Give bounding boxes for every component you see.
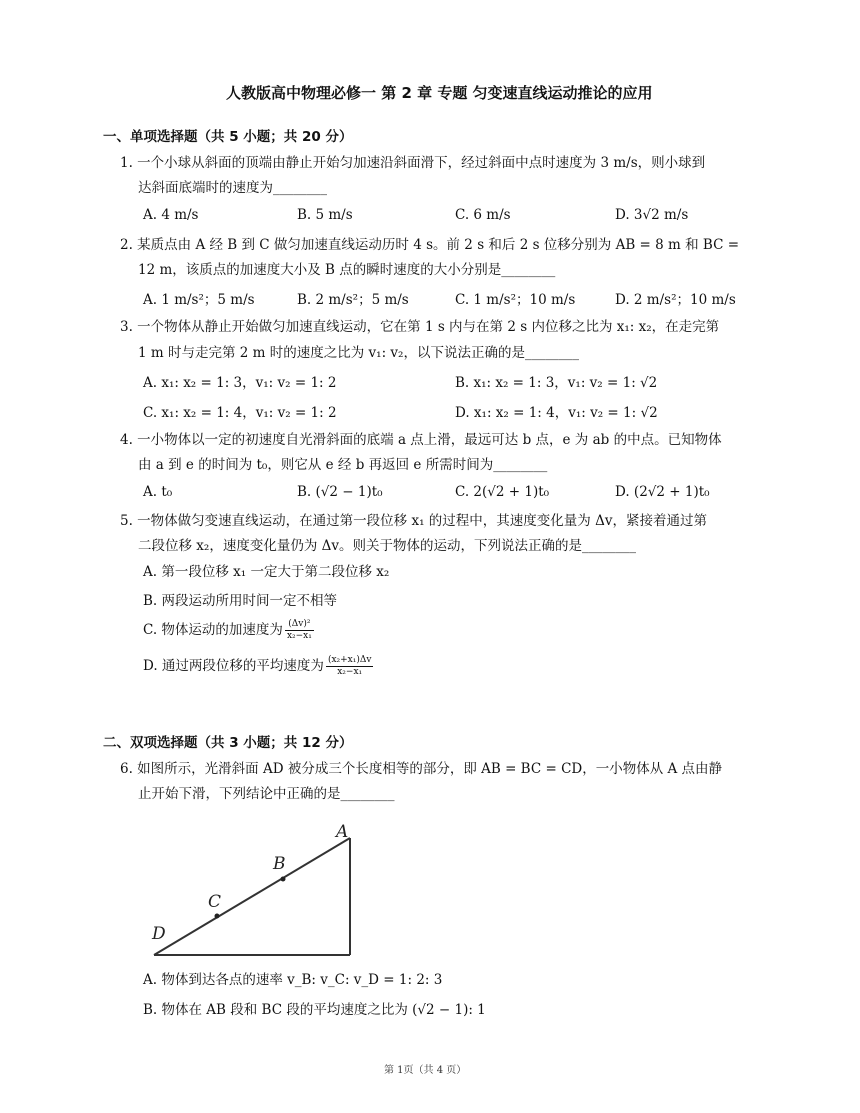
label-c: C [208, 892, 222, 912]
option-b[interactable]: B. 5 m/s [297, 207, 353, 223]
question-text-line: 3. 一个物体从静止开始做匀加速直线运动，它在第 1 s 内与在第 2 s 内位移之比为 x₁: x₂，在走完第 [120, 319, 720, 335]
question-text-line: 5. 一物体做匀变速直线运动，在通过第一段位移 x₁ 的过程中，其速度变化量为 Δv，紧接着通过第 [120, 513, 707, 529]
option-c[interactable]: C. x₁: x₂ = 1: 4，v₁: v₂ = 1: 2 [143, 405, 337, 421]
incline-diagram [140, 815, 370, 965]
question-text-line: 二段位移 x₂，速度变化量仍为 Δv。则关于物体的运动，下列说法正确的是________ [138, 538, 636, 554]
label-b: B [273, 854, 286, 874]
question-text-line: 达斜面底端时的速度为________ [138, 180, 327, 196]
question-text-line: 止开始下滑，下列结论中正确的是________ [138, 786, 395, 802]
question-text-line: 1. 一个小球从斜面的顶端由静止开始匀加速沿斜面滑下，经过斜面中点时速度为 3 m/s，则小球到 [120, 155, 706, 171]
option-c[interactable]: C. 1 m/s²；10 m/s [455, 292, 576, 308]
section-heading-single-choice: 一、单项选择题（共 5 小题；共 20 分） [103, 129, 353, 145]
option-c[interactable]: C. 2(√2 + 1)t₀ [455, 484, 550, 500]
option-b[interactable]: B. 物体在 AB 段和 BC 段的平均速度之比为 (√2 − 1): 1 [143, 1002, 486, 1018]
option-d[interactable]: D. x₁: x₂ = 1: 4，v₁: v₂ = 1: √2 [455, 405, 658, 421]
page-title: 人教版高中物理必修一 第 2 章 专题 匀变速直线运动推论的应用 [226, 84, 653, 102]
question-text-line: 4. 一小物体以一定的初速度自光滑斜面的底端 a 点上滑，最远可达 b 点，e 为 ab 的中点。已知物体 [120, 432, 722, 448]
option-b[interactable]: B. (√2 − 1)t₀ [297, 484, 383, 500]
option-a[interactable]: A. 1 m/s²；5 m/s [143, 292, 255, 308]
option-a[interactable]: A. 第一段位移 x₁ 一定大于第二段位移 x₂ [143, 564, 390, 580]
question-text-line: 2. 某质点由 A 经 B 到 C 做匀加速直线运动历时 4 s。前 2 s 和后 2 s 位移分别为 AB = 8 m 和 BC = [120, 237, 740, 253]
page-footer: 第 1页（共 4 页） [384, 1065, 467, 1076]
option-b[interactable]: B. 2 m/s²；5 m/s [297, 292, 409, 308]
option-b[interactable]: B. x₁: x₂ = 1: 3，v₁: v₂ = 1: √2 [455, 375, 658, 391]
point-c-marker [215, 914, 220, 919]
label-a: A [336, 822, 349, 842]
option-a[interactable]: A. 4 m/s [143, 207, 199, 223]
option-a[interactable]: A. x₁: x₂ = 1: 3，v₁: v₂ = 1: 2 [143, 375, 337, 391]
option-b[interactable]: B. 两段运动所用时间一定不相等 [143, 593, 338, 609]
option-d[interactable]: D. 3√2 m/s [615, 207, 689, 223]
option-c-label: C. 物体运动的加速度为 [143, 622, 283, 638]
point-b-marker [281, 877, 286, 882]
question-text-line: 1 m 时与走完第 2 m 时的速度之比为 v₁: v₂，以下说法正确的是________ [138, 345, 579, 361]
question-text-line: 12 m，该质点的加速度大小及 B 点的瞬时速度的大小分别是________ [138, 262, 556, 278]
label-d: D [152, 924, 166, 944]
fraction-average-velocity: $\frac{\text{(x₂+x₁)Δv}}{\text{x₂−x₁}}$ [327, 655, 372, 677]
option-c[interactable] [143, 618, 314, 642]
section-heading-double-choice: 二、双项选择题（共 3 小题；共 12 分） [103, 735, 353, 751]
option-d-label: D. 通过两段位移的平均速度为 [143, 658, 324, 674]
option-a[interactable]: A. t₀ [143, 484, 173, 500]
option-c[interactable]: C. 6 m/s [455, 207, 511, 223]
option-d[interactable]: D. 2 m/s²；10 m/s [615, 292, 736, 308]
fraction-acceleration: $\frac{\text{(Δv)²}}{\text{x₂−x₁}}$ [286, 619, 312, 641]
option-d[interactable]: D. (2√2 + 1)t₀ [615, 484, 710, 500]
question-text-line: 6. 如图所示，光滑斜面 AD 被分成三个长度相等的部分，即 AB = BC = CD，一小物体从 A 点由静 [120, 761, 723, 777]
option-a[interactable]: A. 物体到达各点的速率 v_B: v_C: v_D = 1: 2: 3 [143, 972, 443, 988]
incline-line [154, 838, 350, 955]
question-text-line: 由 a 到 e 的时间为 t₀，则它从 e 经 b 再返回 e 所需时间为________ [138, 457, 548, 473]
option-d[interactable] [143, 654, 373, 678]
